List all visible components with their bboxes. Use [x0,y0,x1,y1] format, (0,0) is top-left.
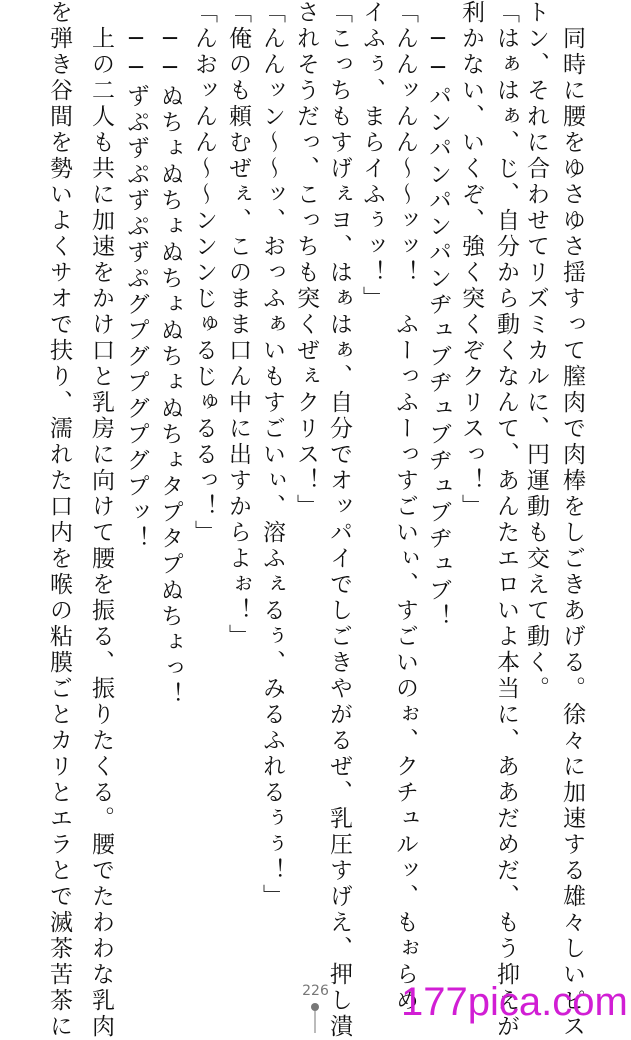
text-line: 利かない、いくぞ、強く突くぞクリスっ！」 [458,0,484,520]
text-line: 上の二人も共に加速をかけ口と乳房に向けて腰を振る、振りたくる。腰でたわわな乳肉 [88,0,114,1040]
page-number: 226 [302,983,329,999]
text-line: 「俺のも頼むぜぇ、このまま口ん中に出すからよぉ！」 [225,0,251,650]
text-line: されそうだっ、こっちも突くぜぇクリス！」 [293,0,319,520]
text-line: 「んおッんん〜〜ンンンじゅるじゅるるっ！」 [191,0,217,546]
watermark: 177pica.com [401,980,628,1024]
text-line: ──ぬちょぬちょぬちょぬちょぬちょタプタプぬちょっ！ [157,0,183,708]
text-line: トン、それに合わせてリズミカルに、円運動も交えて動く。 [523,0,549,702]
folio-ornament-icon [309,1002,321,1033]
text-line: を弾き谷間を勢いよくサオで扶り、濡れた口内を喉の粘膜ごとカリとエラとで滅茶苦茶に [46,0,72,1040]
text-line: イふぅ、まらイふぅッ！」 [359,0,385,312]
text-line: 「こっちもすげぇヨ、はぁはぁ、自分でオッパイでしごきやがるぜ、乳圧すげえ、押し潰 [326,0,352,1040]
text-line: ──パンパンパンパンヂュブヂュブヂュブヂュブ！ [425,0,451,630]
text-line: 「んんッんん〜〜ッッ！ ふーっふーっすごいぃ、すごいのぉ、クチュルッ、もぉらめ [392,0,418,1014]
text-line: 「はぁはぁ、じ、自分から動くなんて、あんたエロいよ本当に、ああだめだ、もう抑えが [493,0,519,1040]
text-line: 「んんッン〜〜ッ、おっふぁいもすごいぃ、溶ふぇるぅ、みるふれるぅぅ！」 [259,0,285,910]
text-line: ──ずぷずぷずぷずぷグプグプグプグプッ！ [123,0,149,552]
text-line: 同時に腰をゆさゆさ揺すって膣肉で肉棒をしごきあげる。徐々に加速する雄々しいピス [559,0,585,1040]
